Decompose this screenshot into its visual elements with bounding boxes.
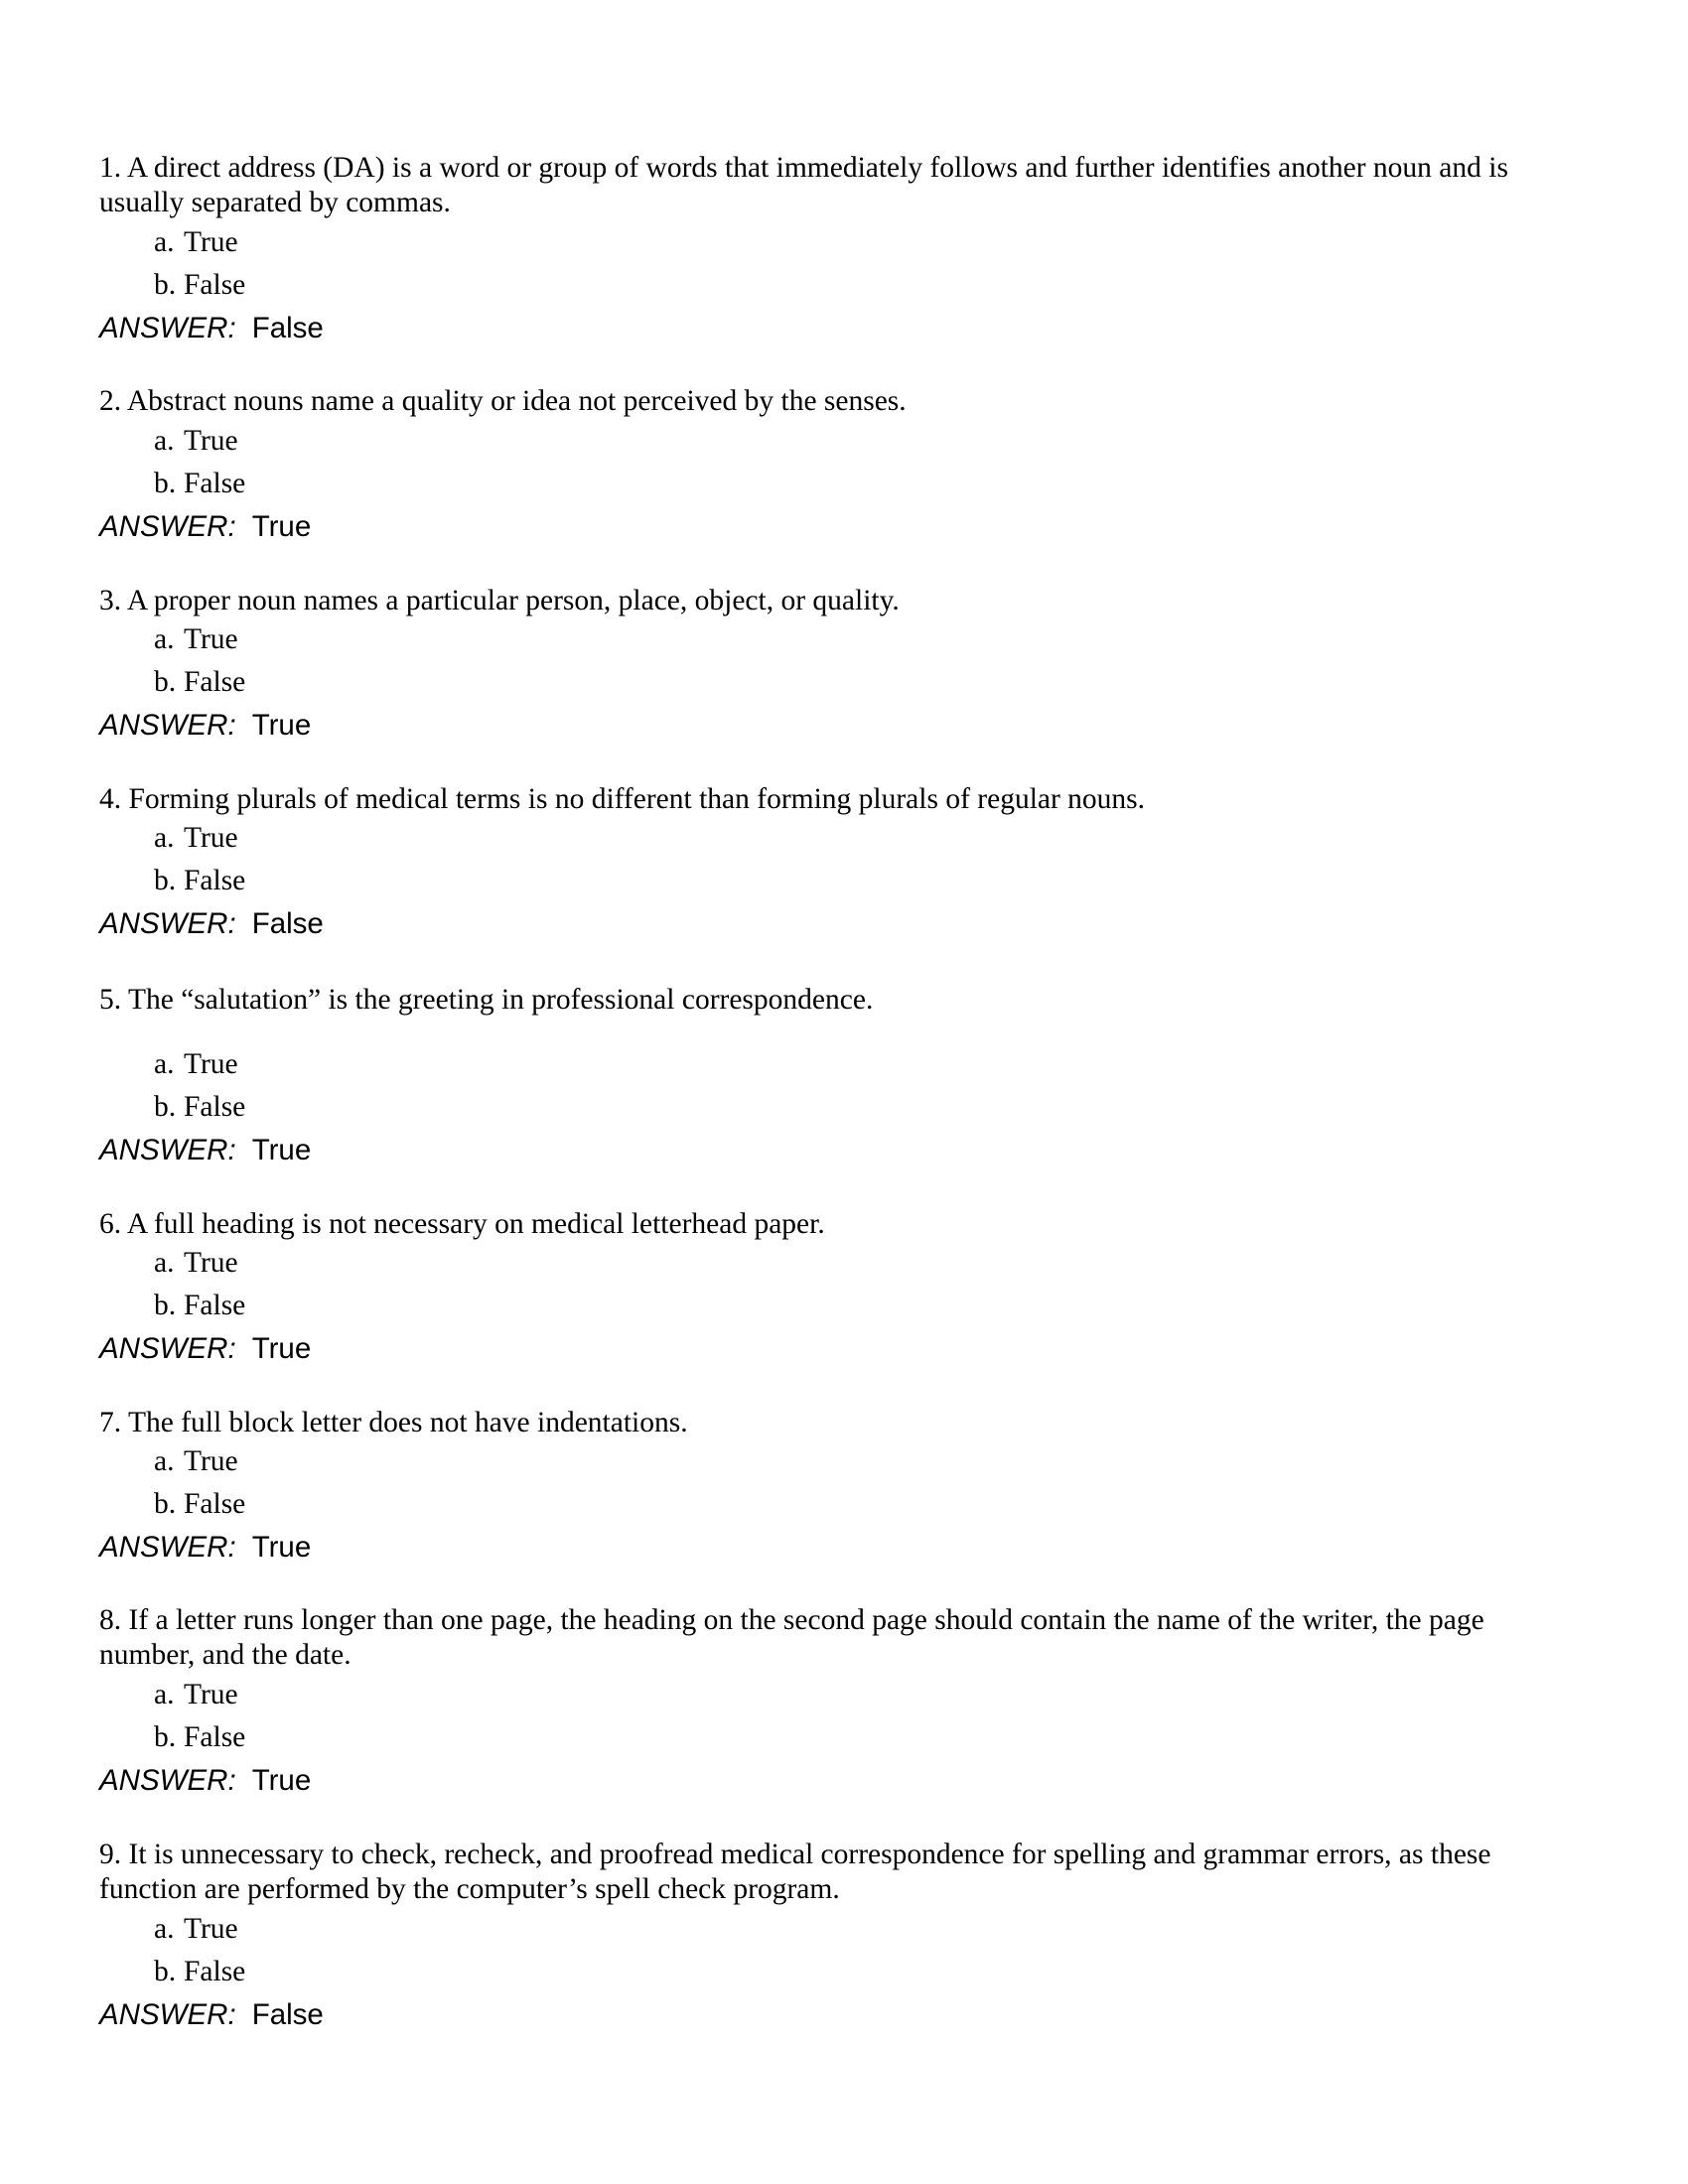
answer-line xyxy=(99,1530,311,1565)
option-text: True xyxy=(184,822,238,854)
option-b xyxy=(154,1090,245,1125)
option-a xyxy=(154,1246,238,1281)
option-b xyxy=(154,1720,245,1755)
answer-value: True xyxy=(251,1764,312,1797)
question-stem: 5. The “salutation” is the greeting in professional correspondence. xyxy=(99,984,874,1016)
answer-value: True xyxy=(251,510,312,543)
option-letter: a. xyxy=(154,1913,175,1945)
option-letter: a. xyxy=(154,1247,175,1279)
answer-value: True xyxy=(251,709,312,742)
answer-line xyxy=(99,1997,324,2032)
option-letter: a. xyxy=(154,1048,175,1080)
question-stem: 2. Abstract nouns name a quality or idea not perceived by the senses. xyxy=(99,385,907,417)
option-letter: a. xyxy=(154,822,175,854)
answer-line xyxy=(99,311,324,345)
option-text: True xyxy=(184,1048,238,1080)
option-letter: b. xyxy=(154,865,177,896)
option-text: False xyxy=(184,666,246,698)
answer-line xyxy=(99,1331,311,1366)
answer-label: ANSWER: xyxy=(99,1764,236,1797)
question-stem: 4. Forming plurals of medical terms is no different than forming plurals of regular nouns. xyxy=(99,783,1146,815)
option-a xyxy=(154,424,238,459)
option-letter: a. xyxy=(154,623,175,655)
option-text: False xyxy=(184,1956,246,1987)
answer-label: ANSWER: xyxy=(99,1332,236,1365)
answer-label: ANSWER: xyxy=(99,1531,236,1564)
answer-label: ANSWER: xyxy=(99,907,236,940)
option-text: False xyxy=(184,1488,246,1520)
option-text: True xyxy=(184,1913,238,1945)
option-letter: b. xyxy=(154,1488,177,1520)
answer-value: True xyxy=(251,1134,312,1166)
option-b xyxy=(154,268,245,303)
option-letter: b. xyxy=(154,666,177,698)
option-text: False xyxy=(184,865,246,896)
answer-label: ANSWER: xyxy=(99,1998,236,2031)
answer-label: ANSWER: xyxy=(99,312,236,344)
option-letter: b. xyxy=(154,468,177,499)
option-text: True xyxy=(184,1445,238,1477)
option-text: True xyxy=(184,623,238,655)
question-stem: 9. It is unnecessary to check, recheck, and proofread medical correspondence for spelling and grammar errors, as these function are performed by the computer’s spell check program. xyxy=(99,1839,1491,1905)
option-text: False xyxy=(184,468,246,499)
option-b xyxy=(154,1487,245,1522)
answer-value: True xyxy=(251,1531,312,1564)
answer-line xyxy=(99,708,311,743)
question-stem: 6. A full heading is not necessary on medical letterhead paper. xyxy=(99,1208,825,1240)
option-text: False xyxy=(184,1091,246,1123)
answer-line xyxy=(99,509,311,544)
answer-value: False xyxy=(251,312,324,344)
option-text: True xyxy=(184,1247,238,1279)
option-text: True xyxy=(184,226,238,258)
answer-label: ANSWER: xyxy=(99,510,236,543)
option-letter: a. xyxy=(154,1445,175,1477)
answer-line xyxy=(99,906,324,941)
question-stem: 3. A proper noun names a particular person, place, object, or quality. xyxy=(99,585,900,616)
option-text: False xyxy=(184,1290,246,1321)
answer-label: ANSWER: xyxy=(99,709,236,742)
option-letter: a. xyxy=(154,1679,175,1710)
option-letter: b. xyxy=(154,1956,177,1987)
answer-value: False xyxy=(251,907,324,940)
option-a xyxy=(154,622,238,657)
option-a xyxy=(154,1678,238,1712)
answer-label: ANSWER: xyxy=(99,1134,236,1166)
option-a xyxy=(154,1047,238,1082)
answer-line xyxy=(99,1763,311,1798)
option-a xyxy=(154,1444,238,1479)
option-b xyxy=(154,864,245,898)
question-stem: 7. The full block letter does not have indentations. xyxy=(99,1407,688,1438)
option-letter: b. xyxy=(154,1721,177,1753)
option-letter: a. xyxy=(154,425,175,457)
option-text: True xyxy=(184,1679,238,1710)
option-b xyxy=(154,467,245,501)
option-a xyxy=(154,821,238,856)
option-letter: a. xyxy=(154,226,175,258)
question-stem: 8. If a letter runs longer than one page, the heading on the second page should contain the name of the writer, the page number, and the date. xyxy=(99,1604,1484,1671)
option-b xyxy=(154,1955,245,1989)
question-stem: 1. A direct address (DA) is a word or group of words that immediately follows and further identifies another noun and is usually separated by commas. xyxy=(99,152,1508,218)
option-text: False xyxy=(184,269,246,301)
option-text: True xyxy=(184,425,238,457)
answer-value: False xyxy=(251,1998,324,2031)
option-text: False xyxy=(184,1721,246,1753)
option-b xyxy=(154,1289,245,1323)
answer-value: True xyxy=(251,1332,312,1365)
answer-line xyxy=(99,1133,311,1167)
option-letter: b. xyxy=(154,269,177,301)
option-a xyxy=(154,225,238,260)
option-b xyxy=(154,665,245,700)
option-letter: b. xyxy=(154,1290,177,1321)
option-a xyxy=(154,1912,238,1947)
option-letter: b. xyxy=(154,1091,177,1123)
